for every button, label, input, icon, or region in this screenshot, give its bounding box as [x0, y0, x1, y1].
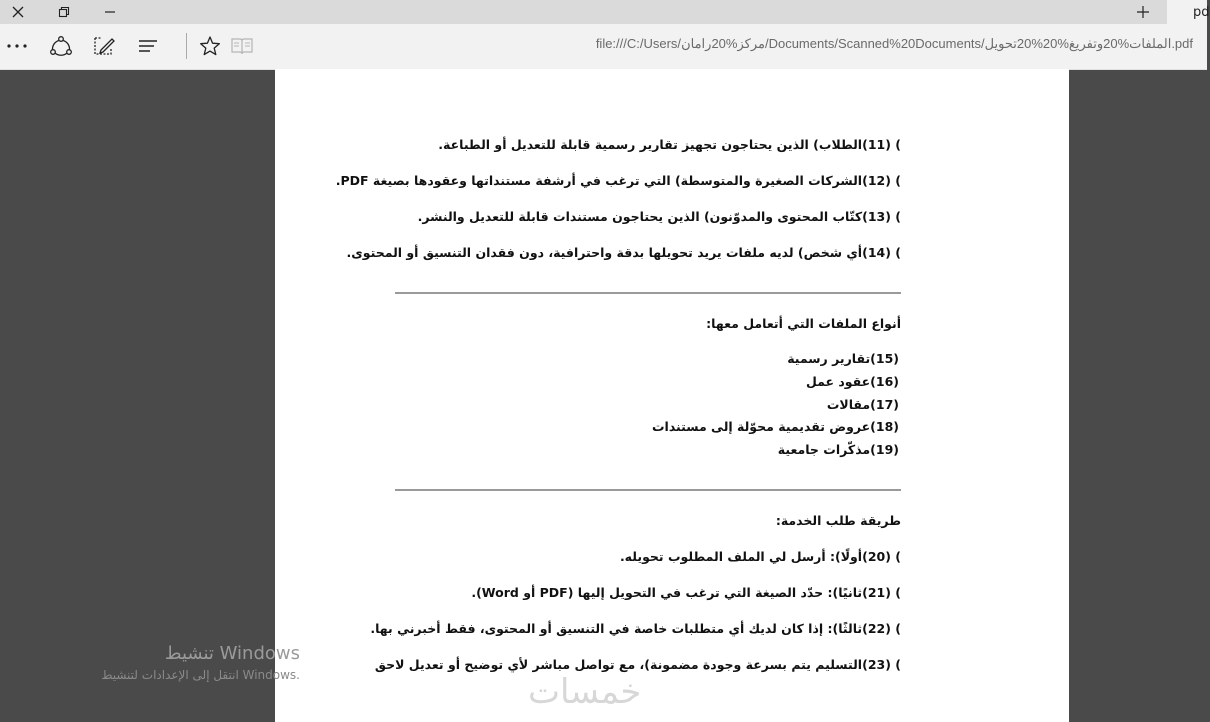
list-item: ) (11)الطلاب) الذين يحتاجون تجهيز تقارير رسمية قابلة للتعديل أو الطباعة. [438, 137, 901, 152]
address-bar[interactable]: file:///C:/Users/مركز%20رامان/Documents/Scanned%20Documents/الملفات%20وتفريغ%20%20تحويل.pdf [595, 36, 1193, 51]
list-item: ) (20)أولًا): أرسل لي الملف المطلوب تحويله. [619, 549, 901, 564]
list-item: (17)مقالات [826, 397, 899, 412]
new-tab-icon[interactable] [1131, 0, 1155, 24]
activation-subtitle: انتقل إلى الإعدادات لتنشيط Windows. [101, 668, 300, 682]
pdf-page [275, 69, 1069, 722]
web-note-icon[interactable] [89, 31, 119, 61]
reading-view-icon [227, 31, 257, 61]
tab-title[interactable]: pd [1167, 0, 1207, 24]
favorite-star-icon[interactable] [195, 31, 225, 61]
toolbar-separator [186, 33, 187, 59]
toolbar [0, 24, 1207, 70]
list-item: ) (12)الشركات الصغيرة والمتوسطة) التي ترغب في أرشفة مستنداتها وعقودها بصيغة PDF. [335, 173, 901, 188]
section-heading: أنواع الملفات التي أتعامل معها: [706, 316, 901, 331]
title-bar [0, 0, 1210, 24]
list-item: ) (22)ثالثًا): إذا كان لديك أي متطلبات خاصة في التنسيق أو المحتوى، فقط أخبرني بها. [370, 621, 901, 636]
hub-icon[interactable] [133, 31, 163, 61]
list-item: ) (14)أي شخص) لديه ملفات يريد تحويلها بدقة واحترافية، دون فقدان التنسيق أو المحتوى. [346, 245, 901, 260]
restore-icon[interactable] [47, 0, 81, 24]
activation-title: تنشيط Windows [164, 643, 300, 664]
list-item: (18)عروض تقديمية محوّلة إلى مستندات [651, 419, 899, 434]
list-item: (15)تقارير رسمية [787, 351, 899, 366]
more-icon[interactable] [2, 31, 32, 61]
share-icon[interactable] [46, 31, 76, 61]
watermark-logo: خمسات [528, 672, 642, 712]
section-heading: طريقة طلب الخدمة: [775, 513, 901, 528]
list-item: (16)عقود عمل [805, 374, 899, 389]
close-icon[interactable] [1, 0, 35, 24]
minimize-icon[interactable] [93, 0, 127, 24]
divider [395, 489, 901, 491]
windows-activation-notice [62, 643, 300, 682]
divider [395, 292, 901, 294]
list-item: ) (13)كتّاب المحتوى والمدوّنون) الذين يحتاجون مستندات قابلة للتعديل والنشر. [417, 209, 901, 224]
list-item: (19)مذكّرات جامعية [777, 442, 899, 457]
list-item: ) (21)ثانيًا): حدّد الصيغة التي ترغب في التحويل إليها (PDF أو Word). [471, 585, 901, 600]
list-item: ) (23)التسليم يتم بسرعة وجودة مضمونة)، مع تواصل مباشر لأي توضيح أو تعديل لاحق [374, 657, 901, 672]
